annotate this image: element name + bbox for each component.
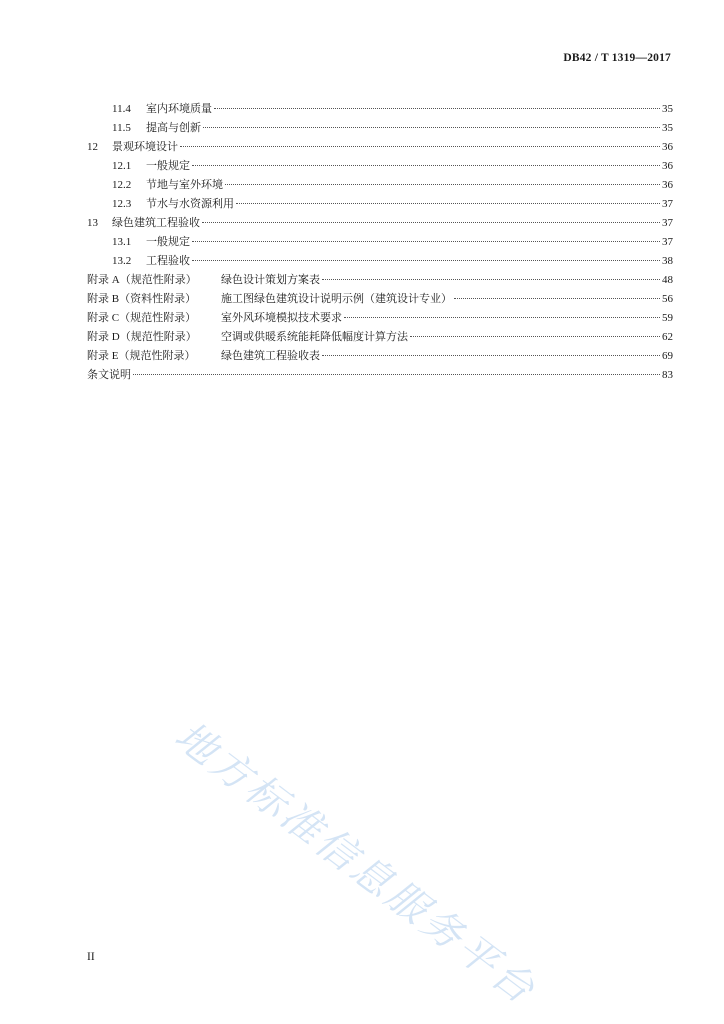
toc-entry[interactable] bbox=[87, 366, 673, 385]
toc-dot-leader bbox=[225, 184, 660, 185]
toc-entry-number: 13 bbox=[87, 217, 98, 229]
toc-entry[interactable] bbox=[87, 290, 673, 309]
toc-entry-number: 13.2 bbox=[112, 255, 132, 267]
toc-entry-title: 绿色建筑工程验收表 bbox=[221, 350, 320, 362]
page-number: II bbox=[87, 951, 95, 963]
toc-entry[interactable] bbox=[87, 233, 673, 252]
toc-entry-number: 12.2 bbox=[112, 179, 132, 191]
toc-entry-page: 69 bbox=[662, 350, 673, 362]
toc-entry-page: 35 bbox=[662, 122, 673, 134]
toc-entry[interactable] bbox=[87, 138, 673, 157]
toc-entry[interactable] bbox=[87, 271, 673, 290]
toc-dot-leader bbox=[410, 336, 660, 337]
standard-code: DB42 / T 1319—2017 bbox=[563, 52, 671, 64]
toc-entry-number: 附录 B（资料性附录） bbox=[87, 293, 197, 305]
toc-entry-page: 36 bbox=[662, 160, 673, 172]
toc-dot-leader bbox=[322, 279, 660, 280]
toc-entry[interactable] bbox=[87, 328, 673, 347]
toc-entry-number: 附录 D（规范性附录） bbox=[87, 331, 197, 343]
toc-entry-number: 13.1 bbox=[112, 236, 132, 248]
toc-dot-leader bbox=[133, 374, 660, 375]
toc-dot-leader bbox=[322, 355, 660, 356]
toc-dot-leader bbox=[203, 127, 660, 128]
toc-dot-leader bbox=[192, 241, 660, 242]
toc-entry-number: 12.3 bbox=[112, 198, 132, 210]
toc-dot-leader bbox=[236, 203, 660, 204]
toc-entry[interactable] bbox=[87, 252, 673, 271]
toc-entry-title: 绿色建筑工程验收 bbox=[112, 217, 200, 229]
watermark: 地方标准信息服务平台 bbox=[166, 712, 546, 1015]
toc-entry-title: 一般规定 bbox=[146, 236, 190, 248]
toc-dot-leader bbox=[202, 222, 660, 223]
toc-entry-number: 附录 E（规范性附录） bbox=[87, 350, 196, 362]
toc-entry-page: 35 bbox=[662, 103, 673, 115]
toc-dot-leader bbox=[192, 165, 660, 166]
toc-entry[interactable] bbox=[87, 195, 673, 214]
toc-entry-title: 条文说明 bbox=[87, 369, 131, 381]
toc-entry-page: 36 bbox=[662, 141, 673, 153]
toc-entry[interactable] bbox=[87, 157, 673, 176]
toc-entry-title: 节地与室外环境 bbox=[146, 179, 223, 191]
toc-entry-number: 11.5 bbox=[112, 122, 131, 134]
table-of-contents bbox=[87, 100, 673, 385]
toc-dot-leader bbox=[214, 108, 660, 109]
toc-entry-page: 48 bbox=[662, 274, 673, 286]
toc-entry[interactable] bbox=[87, 100, 673, 119]
toc-entry-title: 施工图绿色建筑设计说明示例（建筑设计专业） bbox=[221, 293, 452, 305]
toc-entry[interactable] bbox=[87, 119, 673, 138]
toc-entry[interactable] bbox=[87, 176, 673, 195]
toc-dot-leader bbox=[180, 146, 660, 147]
toc-entry-number: 附录 C（规范性附录） bbox=[87, 312, 197, 324]
toc-entry[interactable] bbox=[87, 309, 673, 328]
toc-entry-page: 59 bbox=[662, 312, 673, 324]
toc-entry-title: 景观环境设计 bbox=[112, 141, 178, 153]
toc-entry-page: 37 bbox=[662, 236, 673, 248]
toc-dot-leader bbox=[192, 260, 660, 261]
toc-entry-page: 83 bbox=[662, 369, 673, 381]
toc-entry-number: 12 bbox=[87, 141, 98, 153]
toc-entry-title: 绿色设计策划方案表 bbox=[221, 274, 320, 286]
toc-entry-title: 一般规定 bbox=[146, 160, 190, 172]
toc-entry-title: 室内环境质量 bbox=[146, 103, 212, 115]
toc-entry-title: 提高与创新 bbox=[146, 122, 201, 134]
toc-entry-number: 12.1 bbox=[112, 160, 132, 172]
toc-entry-page: 37 bbox=[662, 198, 673, 210]
toc-entry-number: 附录 A（规范性附录） bbox=[87, 274, 197, 286]
toc-entry-number: 11.4 bbox=[112, 103, 131, 115]
toc-entry-page: 36 bbox=[662, 179, 673, 191]
toc-entry-page: 37 bbox=[662, 217, 673, 229]
toc-dot-leader bbox=[454, 298, 660, 299]
toc-entry-title: 室外风环境模拟技术要求 bbox=[221, 312, 342, 324]
toc-entry-title: 节水与水资源利用 bbox=[146, 198, 234, 210]
toc-entry-page: 38 bbox=[662, 255, 673, 267]
toc-dot-leader bbox=[344, 317, 660, 318]
toc-entry[interactable] bbox=[87, 214, 673, 233]
toc-entry[interactable] bbox=[87, 347, 673, 366]
toc-entry-title: 空调或供暖系统能耗降低幅度计算方法 bbox=[221, 331, 408, 343]
toc-entry-title: 工程验收 bbox=[146, 255, 190, 267]
toc-entry-page: 56 bbox=[662, 293, 673, 305]
toc-entry-page: 62 bbox=[662, 331, 673, 343]
